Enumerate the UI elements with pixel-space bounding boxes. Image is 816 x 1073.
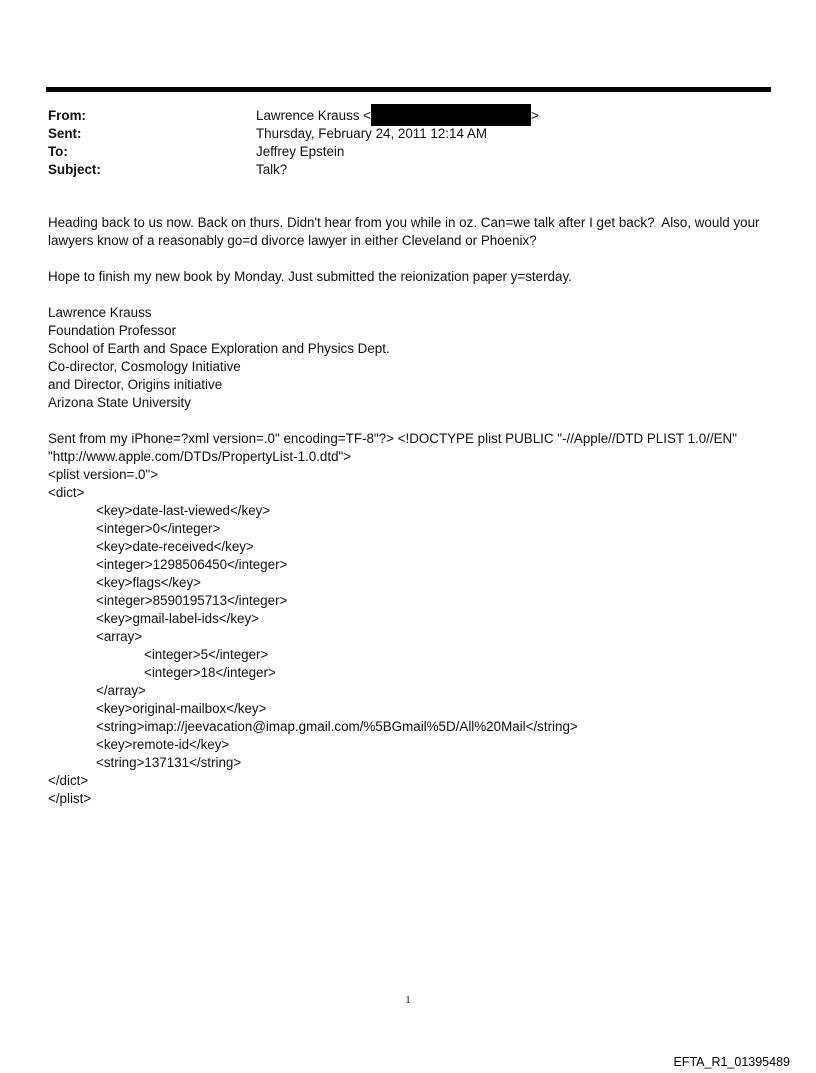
code-line: <key>original-mailbox</key> xyxy=(96,701,267,716)
sent-row xyxy=(48,125,748,143)
code-line: <integer>8590195713</integer> xyxy=(96,593,288,608)
subject-label: Subject: xyxy=(48,162,101,177)
code-line: </dict> xyxy=(48,773,89,788)
from-row xyxy=(48,107,748,125)
signature-block xyxy=(48,304,778,412)
code-line: <integer>1298506450</integer> xyxy=(96,557,288,572)
code-line: <key>flags</key> xyxy=(96,575,201,590)
signature-line: and Director, Origins initiative xyxy=(48,377,223,392)
redaction-box xyxy=(371,104,531,126)
code-line: <plist version=.0"> xyxy=(48,467,159,482)
to-value: Jeffrey Epstein xyxy=(256,144,345,159)
body-line: Heading back to us now. Back on thurs. Didn't hear from you while in oz. Can=we talk after I get back? Also, would your xyxy=(48,215,760,230)
sender-name: Lawrence Krauss < xyxy=(256,108,371,124)
to-row xyxy=(48,143,748,161)
signature-line: Foundation Professor xyxy=(48,323,177,338)
code-line: </array> xyxy=(96,683,146,698)
code-line: Sent from my iPhone=?xml version=.0" encoding=TF-8"?> <!DOCTYPE plist PUBLIC "-//Apple//DTD PLIST 1.0//EN" xyxy=(48,431,737,446)
code-line: "http://www.apple.com/DTDs/PropertyList-1.0.dtd"> xyxy=(48,449,352,464)
code-line: <key>remote-id</key> xyxy=(96,737,230,752)
code-line: <integer>18</integer> xyxy=(144,665,276,680)
subject-row xyxy=(48,161,748,179)
code-line: <string>137131</string> xyxy=(96,755,242,770)
signature-line: Arizona State University xyxy=(48,395,191,410)
code-line: <dict> xyxy=(48,485,85,500)
from-value xyxy=(256,107,539,126)
body-line: Hope to finish my new book by Monday. Just submitted the reionization paper y=sterday. xyxy=(48,269,572,284)
header-divider xyxy=(46,87,771,92)
sent-value: Thursday, February 24, 2011 12:14 AM xyxy=(256,126,487,141)
code-line: <integer>5</integer> xyxy=(144,647,269,662)
code-line: <integer>0</integer> xyxy=(96,521,221,536)
signature-line: Lawrence Krauss xyxy=(48,305,152,320)
code-line: </plist> xyxy=(48,791,92,806)
from-label: From: xyxy=(48,108,86,123)
code-line: <key>date-last-viewed</key> xyxy=(96,503,271,518)
signature-line: Co-director, Cosmology Initiative xyxy=(48,359,241,374)
to-label: To: xyxy=(48,144,68,159)
bates-number: EFTA_R1_01395489 xyxy=(673,1055,790,1069)
code-line: <array> xyxy=(96,629,143,644)
plist-block xyxy=(48,430,778,808)
body-line: lawyers know of a reasonably go=d divorce lawyer in either Cleveland or Phoenix? xyxy=(48,233,537,248)
email-header xyxy=(48,107,748,179)
message-paragraph-1 xyxy=(48,214,778,250)
subject-value: Talk? xyxy=(256,162,288,177)
signature-line: School of Earth and Space Exploration and Physics Dept. xyxy=(48,341,390,356)
email-body xyxy=(48,214,778,808)
sender-close: > xyxy=(531,108,539,124)
sent-label: Sent: xyxy=(48,126,82,141)
code-line: <key>date-received</key> xyxy=(96,539,254,554)
message-paragraph-2 xyxy=(48,268,778,286)
code-line: <string>imap://jeevacation@imap.gmail.com/%5BGmail%5D/All%20Mail</string> xyxy=(96,719,578,734)
code-line: <key>gmail-label-ids</key> xyxy=(96,611,260,626)
page-number: 1 xyxy=(405,994,411,1006)
